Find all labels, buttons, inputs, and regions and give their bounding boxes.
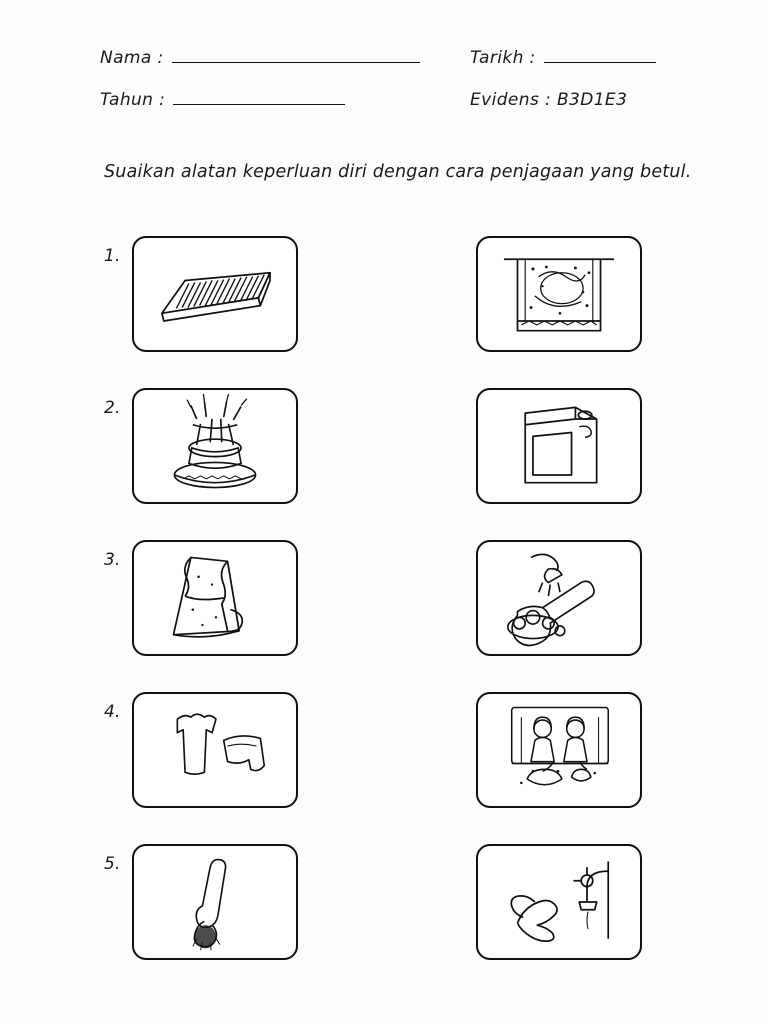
tahun-label: Tahun :	[100, 90, 166, 110]
nama-field[interactable]	[100, 48, 470, 68]
item-number: 5.	[104, 854, 121, 874]
match-row	[96, 836, 672, 988]
clothes-icon[interactable]	[132, 692, 298, 808]
tarikh-field[interactable]	[470, 48, 660, 68]
item-number: 4.	[104, 702, 121, 722]
instruction-text: Suaikan alatan keperluan diri dengan cara penjagaan yang betul.	[104, 162, 692, 182]
folded-towel-icon[interactable]	[132, 540, 298, 656]
match-row	[96, 532, 672, 684]
towel-on-rail-icon[interactable]	[476, 236, 642, 352]
evidens-field	[470, 90, 660, 110]
header-row-1	[100, 48, 660, 68]
header-row-2	[100, 90, 660, 110]
tarikh-label: Tarikh :	[470, 48, 536, 68]
comb-icon[interactable]	[132, 236, 298, 352]
washing-machine-icon[interactable]	[476, 388, 642, 504]
worksheet-header	[100, 48, 660, 132]
children-washing-icon[interactable]	[476, 692, 642, 808]
tahun-field[interactable]	[100, 90, 470, 110]
evidens-label: Evidens : B3D1E3	[470, 90, 628, 110]
tahun-blank[interactable]	[173, 90, 345, 105]
nama-label: Nama :	[100, 48, 164, 68]
matching-grid	[96, 228, 672, 988]
toothbrush-holder-icon[interactable]	[132, 388, 298, 504]
item-number: 2.	[104, 398, 121, 418]
toothbrush-icon[interactable]	[132, 844, 298, 960]
nama-blank[interactable]	[172, 48, 420, 63]
match-row	[96, 684, 672, 836]
tarikh-blank[interactable]	[544, 48, 656, 63]
item-number: 3.	[104, 550, 121, 570]
match-row	[96, 380, 672, 532]
hand-under-tap-icon[interactable]	[476, 844, 642, 960]
shower-brush-icon[interactable]	[476, 540, 642, 656]
match-row	[96, 228, 672, 380]
item-number: 1.	[104, 246, 121, 266]
